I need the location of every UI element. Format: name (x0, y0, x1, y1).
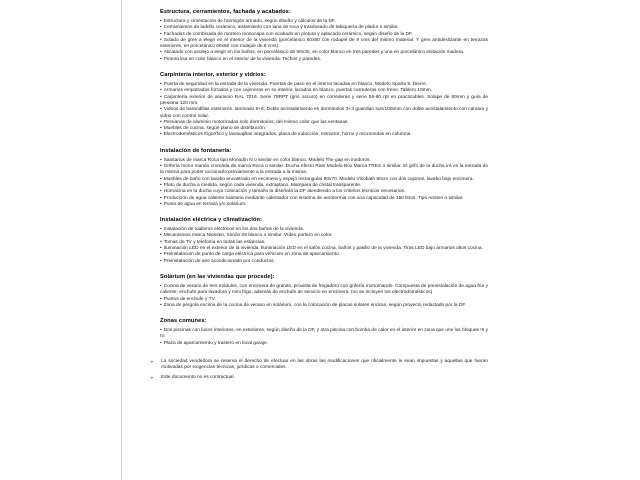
bullet-item (160, 303, 488, 309)
bullet-item (160, 38, 488, 51)
spec-section-2 (160, 148, 488, 208)
footnotes (149, 359, 488, 381)
bullet-icon: • (160, 119, 162, 125)
bullet-text: Mecanismos marca Niessen, Simón 28 blanco o similar. Vídeo portero en color. (163, 233, 333, 239)
spec-section-1 (160, 72, 488, 139)
bullet-text: Fachadas de combinada de mortero monocapa con acabado en pintura y aplacado cerámico, según diseño de la DF. (163, 31, 413, 37)
page-left-border (121, 0, 122, 480)
bullet-text: Grifería mono mando cromada de marca Roca o similar. Ducha efecto Rain Modelo Box Marca TRES o similar. El grifo de la ducha irá en la entrada de la misma para poder accionarlo previamente a la entrada a la misma. (160, 164, 488, 176)
bullet-icon: • (160, 246, 162, 252)
bullet-text: Hornacina en la ducha cuya colocación y tamaño la diseñará la DF atendiendo a los criterios técnicos necesarios. (163, 189, 406, 195)
bullet-item (160, 95, 488, 108)
footnote-text: La sociedad vendedora se reserva el derecho de efectuar en las obras las modificaciones que oficialmente le sean impuestas y aquellas que fueran motivadas por exigencias técnicas, jurídicas o comerciales. (161, 358, 488, 371)
bullet-text: Preinstalación de punto de carga eléctrica para vehículo en zona de aparcamiento. (163, 252, 340, 258)
bullet-text: Electrodomésticos frigorífico y lavavajillas integrados, placa de inducción, extractor, horno y microondas en columna. (163, 132, 412, 138)
arrow-bullet-icon: ➢ (150, 358, 154, 364)
bullet-text: Puerta de seguridad en la entrada de la vivienda. Puertas de paso en el interior lacadas en blanco. Modelo Sparta 5. Dierre. (163, 82, 428, 88)
bullet-icon: • (160, 19, 162, 24)
bullet-text: Vidrios de barandillas exteriores, laminado 6+6, Doble acristalamiento en dormitorios 3+3 guardian sun/10/5mm con doble acristalamiento con cámara y vidrio con control solar. (160, 107, 488, 119)
bullet-icon: • (160, 176, 162, 182)
bullet-text: Producción de agua caliente sanitaria mediante calentador con sistema de aerotermia con una capacidad de 150 litros. Tipo Ariston o similar. (163, 195, 464, 201)
bullet-text: Pintura lisa en color blanco en el interior de la vivienda. Techos y paredes. (163, 56, 322, 62)
section-title: Carpintería interior, exterior y vidrios: (160, 72, 266, 79)
bullet-text: Dos piscinas con luces interiores, en exteriores, según diseño de la DF, y otra piscina con bomba de calor en el interior en zona que une los bloques III y IV. (160, 328, 488, 340)
bullet-text: Tomas de TV y telefonía en todas las estancias. (163, 239, 266, 245)
bullet-icon: • (160, 227, 162, 233)
bullet-icon: • (160, 340, 162, 346)
bullet-icon: • (160, 182, 162, 188)
bullet-text: Solado de gres a elegir en el interior de la vivienda (porcelánico 60x60 con rodapié de 9 cms del mismo material. Y gres antideslizante en terrazas exteriores, en porcelánico 60x60 con rodapié de 9 cms). (160, 37, 488, 50)
bullet-text: Cerramientos de ladrillo cerámico, aislamiento con lana de roca y trasdosado de tabiquería de pladur o similar. (163, 25, 399, 31)
bullet-icon: • (160, 157, 162, 163)
spec-section-4 (160, 274, 488, 309)
bullet-text: Instalación de toalleros eléctricos en los dos baños de la vivienda. (163, 227, 304, 233)
bullet-icon: • (160, 82, 162, 88)
bullet-text: Zona de pérgola encima de la cocina de verano en solárium, con la colocación de placas solares encima, según proyecto redactado por la DF. (163, 302, 467, 308)
bullet-item (160, 132, 488, 138)
bullet-text: Carpintería exterior de aluminio RAL 7016. Serie 75RPT (gris oscuro) en correderas y serie 55-60 rpt en practicables. Solape de 80mm y guía de persiana 120 mm. (160, 94, 488, 106)
bullet-icon: • (160, 126, 162, 132)
bullet-icon: • (160, 25, 162, 31)
bullet-icon: • (160, 56, 162, 62)
footnote-item (149, 375, 488, 381)
bullet-icon: • (160, 239, 162, 245)
bullet-text: Plato de ducha a medida, según cada vivienda, extraplano. Mampara de cristal transparente. (163, 182, 362, 188)
bullet-text: Sanitarios de marca Roca tipo Monodín N o similar en color blanco. Modelo The gap en inodoros. (163, 157, 371, 163)
section-title: Zonas comunes: (160, 318, 207, 325)
bullet-item (160, 284, 488, 297)
bullet-item (160, 202, 488, 208)
bullet-text: Punto de agua en terraza y/o solárium. (163, 201, 247, 207)
bullet-text: Muebles de cocina, según plano de distribución. (163, 126, 267, 132)
bullet-text: Iluminación LED en el exterior de la vivienda. Iluminación LED en el salón cocina, baños y pasillo de la vivienda. Tiras LED bajo armarios altos cocina. (163, 246, 483, 252)
spec-section-3 (160, 217, 488, 265)
bullet-text: Muebles de baño con lavabo encastrado en encimera y espejo rectangular 80x70. Modelo Visobath 80cm con dos cajones, lavabo bajo encimera. (163, 176, 474, 182)
section-title: Instalación de fontanería: (160, 147, 232, 154)
bullet-icon: • (160, 132, 162, 138)
bullet-text: Puntos de enchufe y TV. (163, 296, 216, 302)
footnote-item (149, 359, 488, 372)
arrow-bullet-icon: ➢ (150, 374, 154, 380)
bullet-icon: • (160, 296, 162, 302)
bullet-icon: • (160, 50, 162, 56)
footnote-text: Este documento no es contractual. (161, 374, 235, 380)
bullet-icon: • (160, 233, 162, 239)
bullet-item (160, 164, 488, 177)
bullet-icon: • (160, 252, 162, 258)
bullet-icon: • (160, 37, 162, 43)
bullet-text: Estructura y cimentación de hormigón armado, según diseño y cálculos de la DF. (163, 19, 336, 24)
bullet-icon: • (160, 201, 162, 207)
bullet-item (160, 341, 488, 347)
bullet-icon: • (160, 164, 162, 170)
bullet-text: Preinstalación de aire acondicionado por conductos. (163, 258, 275, 264)
bullet-item (160, 107, 488, 120)
spec-section-5 (160, 318, 488, 347)
section-title: Solárium (en las viviendas que procede): (160, 273, 275, 280)
bullet-icon: • (160, 88, 162, 94)
bullet-icon: • (160, 195, 162, 201)
section-title: Estructura, cerramientos, fachada y acabados: (160, 9, 291, 15)
bullet-icon: • (160, 107, 162, 113)
bullet-item (160, 57, 488, 63)
bullet-text: Plaza de aparcamiento y trastero en local garaje. (163, 340, 268, 346)
bullet-text: Cocina de verano de tres módulos, con encimera de granito, provista de fregadero con grifería monomando. Compuesta de preinstalación de agua fría y caliente, enchufe para lavadora y mini frigo, además de enchufe de servicio en encimera. (no se incluyen los electrodomésticos) (160, 283, 488, 296)
bullet-icon: • (160, 258, 162, 264)
bullet-text: Alicatado con azulejo a elegir en los baños, en porcelánico de 60x30, en color blanco en tres paredes y una en porcelánico imitación madera. (163, 50, 465, 56)
bullet-item (160, 259, 488, 265)
bullet-icon: • (160, 94, 162, 100)
bullet-icon: • (160, 283, 162, 289)
bullet-text: Armarios empotrados forrados y con cajoneras en su interior, lacados en blanco, puertas correderas con freno. Tablero 19mm. (163, 88, 433, 94)
bullet-icon: • (160, 31, 162, 37)
spec-section-0 (160, 9, 488, 63)
document-content (150, 9, 488, 384)
bullet-icon: • (160, 302, 162, 308)
bullet-icon: • (160, 328, 162, 334)
bullet-item (160, 328, 488, 341)
section-title: Instalación eléctrica y climatización: (160, 217, 263, 224)
bullet-text: Persianas de aluminio motorizadas solo dormitorios, del mismo color que las ventanas. (163, 119, 349, 125)
bullet-icon: • (160, 189, 162, 195)
